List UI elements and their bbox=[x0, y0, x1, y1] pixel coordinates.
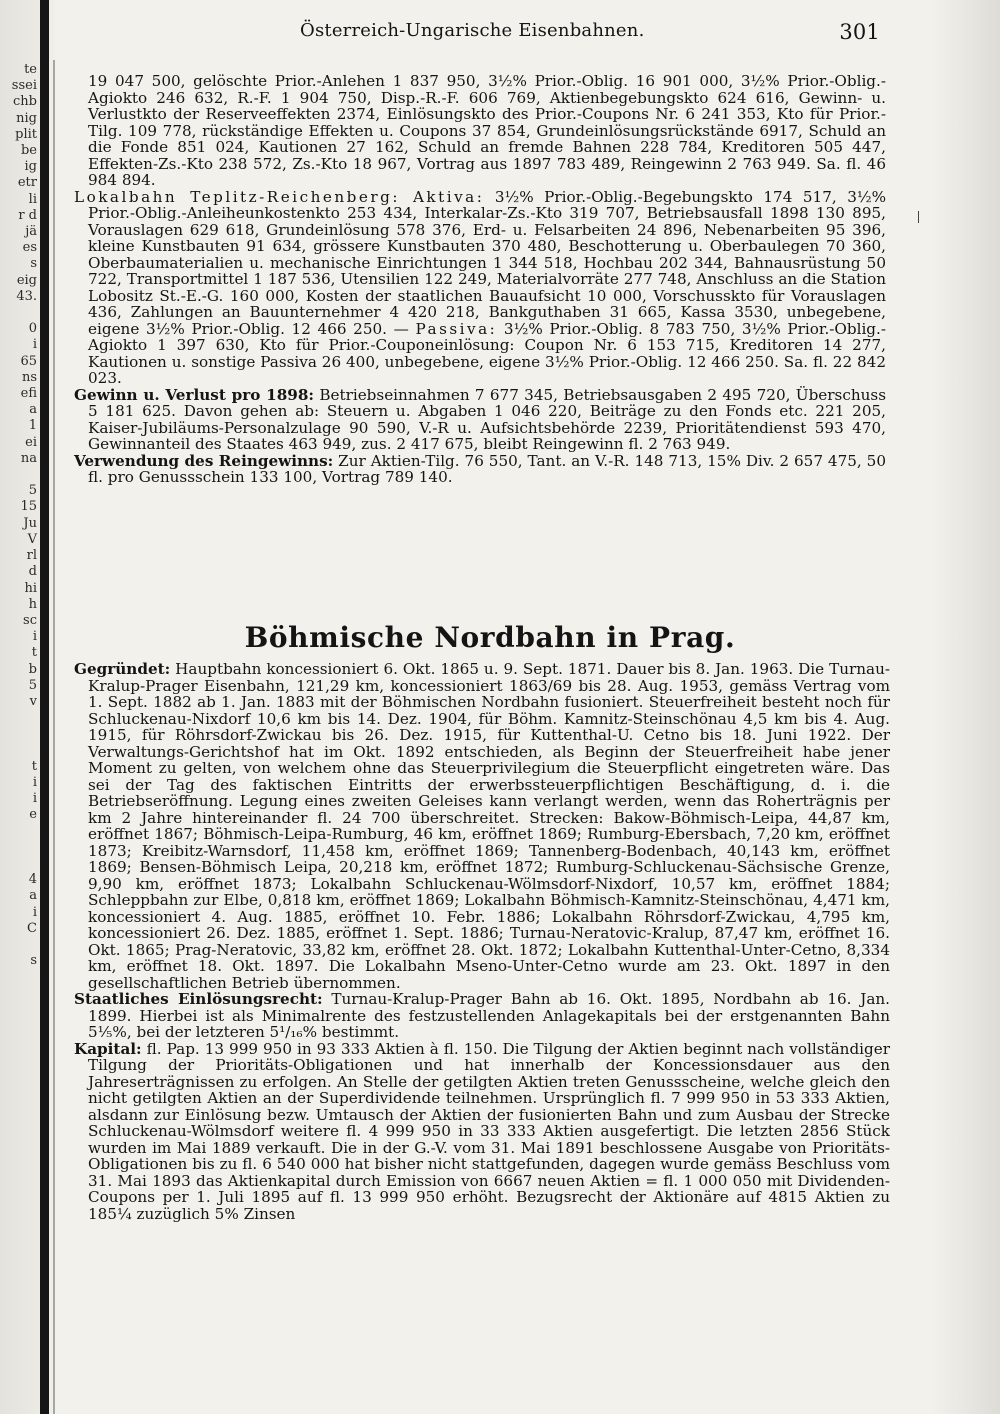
paragraph-lead: Staatliches Einlösungsrecht: bbox=[74, 990, 323, 1008]
binding-edge bbox=[53, 60, 55, 1414]
margin-fragment: C bbox=[27, 920, 37, 936]
margin-fragment: 4 bbox=[28, 872, 37, 888]
margin-fragment bbox=[0, 710, 40, 726]
balance-continued: 19 047 500, gelöschte Prior.-Anlehen 1 837 950, 3½% Prior.-Oblig. 16 901 000, 3½% Prior.-Oblig.-Agiokto 246 632, R.-F. 1 904 750, Disp.-R.-F. 606 769, Aktienbegebungskto 624 616, Gewinn- u. Verlustkto der Reserveeffekten 2374, Einlösungskto des Prior.-Coupons Nr. 6 241 353, Kto für Prior.-Tilg. 109 778, rückständige Effekten u. Coupons 37 854, Grundeinlösungsrückstände 6917, Schuld an die Fonde 851 024, Kautionen 27 162, Schuld an fremde Bahnen 228 784, Kreditoren 505 447, Effekten-Zs.-Kto 238 572, Zs.-Kto 18 967, Vortrag aus 1897 783 489, Reingewinn 2 763 949. Sa. fl. 46 984 894. bbox=[88, 72, 886, 189]
margin-fragment: a bbox=[29, 402, 37, 418]
margin-fragment: e bbox=[29, 807, 37, 823]
margin-fragment: ig bbox=[24, 159, 37, 175]
margin-fragment: 5 bbox=[28, 483, 37, 499]
paragraph-gegruendet bbox=[74, 660, 890, 992]
section-previous-company bbox=[74, 72, 887, 486]
margin-fragment: chb bbox=[13, 94, 37, 110]
margin-fragment: i bbox=[32, 337, 37, 353]
margin-fragment: jä bbox=[25, 224, 37, 240]
margin-fragment: ssei bbox=[11, 78, 37, 94]
margin-fragment: 5 bbox=[28, 677, 37, 693]
margin-fragment: eig bbox=[16, 272, 37, 288]
margin-fragment: hi bbox=[24, 580, 37, 596]
margin-fragment: es bbox=[22, 240, 37, 256]
paragraph-lead: Kapital: bbox=[74, 1039, 142, 1058]
paragraph-lead: Lokalbahn Teplitz-Reichenberg: Aktiva: bbox=[74, 187, 485, 206]
paragraph-lead: Verwendung des Reingewinns: bbox=[74, 451, 334, 470]
margin-fragment: li bbox=[28, 191, 37, 207]
margin-fragment: ei bbox=[25, 434, 37, 450]
passiva-label: Passiva: bbox=[415, 319, 498, 338]
page-number: 301 bbox=[839, 20, 880, 44]
margin-fragment: i bbox=[32, 629, 37, 645]
section-boehmische-nordbahn bbox=[74, 660, 890, 1223]
margin-fragment: V bbox=[27, 531, 37, 547]
paragraph-lead: Gewinn u. Verlust pro 1898: bbox=[74, 385, 315, 404]
margin-fragment: nig bbox=[16, 110, 37, 126]
margin-fragment bbox=[0, 824, 40, 840]
paragraph-text: Hauptbahn koncessioniert 6. Okt. 1865 u. 9. Sept. 1871. Dauer bis 8. Jan. 1963. Die Turnau-Kralup-Prager Eisenbahn, 121,29 km, koncessioniert 1863/69 bis 28. Aug. 1953, gemäss Vertrag vom 1. Sept. 1882 ab 1. Jan. 1883 mit der Böhmischen Nordbahn fusioniert. Steuerfreiheit besteht noch für Schluckenau-Nixdorf 10,6 km bis 14. Dez. 1904, für Böhm. Kamnitz-Steinschönau 4,5 km bis 4. Aug. 1915, für Röhrsdorf-Zwickau bis 26. Dez. 1915, für Kuttenthal-U. Cetno bis 18. Juni 1922. Der Verwaltungs-Gerichtshof hat im Okt. 1892 entschieden, als Beginn der Steuerfreiheit habe jener Moment zu gelten, von welchem ohne das Steuerprivilegium die Steuerpflicht eingetreten wäre. Das sei der Tag des faktischen Eintritts der erwerbssteuerpflichtigen Beschäftigung, d. i. die Betriebseröffnung. Legung eines zweiten Geleises kann verlangt werden, wenn das Roherträgnis per km 2 Jahre hintereinander fl. 24 700 überschreitet. Strecken: Bakow-Böhmisch-Leipa, 44,87 km, eröffnet 1867; Böhmisch-Leipa-Rumburg, 46 km, eröffnet 1869; Rumburg-Ebersbach, 7,20 km, eröffnet 1873; Kreibitz-Warnsdorf, 11,458 km, eröffnet 1869; Tannenberg-Bodenbach, 40,143 km, eröffnet 1869; Bensen-Böhmisch Leipa, 20,218 km, eröffnet 1872; Rumburg-Schluckenau-Sächsische Grenze, 9,90 km, eröffnet 1873; Lokalbahn Schluckenau-Wölmsdorf-Nixdorf, 10,57 km, eröffnet 1884; Schleppbahn zur Elbe, 0,818 km, eröffnet 1869; Lokalbahn Böhmisch-Kamnitz-Steinschönau, 4,471 km, koncessioniert 4. Aug. 1885, eröffnet 10. Febr. 1886; Lokalbahn Röhrsdorf-Zwickau, 4,795 km, koncessioniert 26. Dez. 1885, eröffnet 1. Sept. 1886; Turnau-Neratovic-Kralup, 87,47 km, eröffnet 16. Okt. 1865; Prag-Neratovic, 33,82 km, eröffnet 28. Okt. 1872; Lokalbahn Kuttenthal-Unter-Cetno, 8,334 km, eröffnet 18. Okt. 1897. Die Lokalbahn Mseno-Unter-Cetno wurde am 23. Okt. 1897 in den gesellschaftlichen Betrieb übernommen. bbox=[88, 660, 890, 992]
margin-fragment: d bbox=[28, 564, 37, 580]
margin-fragment: efi bbox=[20, 386, 37, 402]
margin-fragment: t bbox=[31, 758, 37, 774]
margin-fragment bbox=[0, 856, 40, 872]
margin-fragment: 15 bbox=[20, 499, 37, 515]
margin-fragment: i bbox=[32, 791, 37, 807]
margin-fragment bbox=[0, 743, 40, 759]
margin-fragment: ns bbox=[21, 369, 37, 385]
margin-fragment: t bbox=[31, 645, 37, 661]
margin-fragment: b bbox=[28, 661, 37, 677]
margin-fragment bbox=[0, 305, 40, 321]
paragraph-text: 3½% Prior.-Oblig. 8 783 750, 3½% Prior.-Oblig.-Agiokto 1 397 630, Kto für Prior.-Couponeinlösung: Coupon Nr. 6 153 715, Kreditoren 14 277, Kautionen u. sonstige Passiva 26 400, unbegebene, eigene 3½% Prior.-Oblig. 12 466 250. Sa. fl. 22 842 023. bbox=[88, 319, 886, 387]
margin-fragment: 0 bbox=[28, 321, 37, 337]
margin-fragment: s bbox=[30, 256, 37, 272]
running-title: Österreich-Ungarische Eisenbahnen. bbox=[300, 20, 645, 41]
margin-fragment: r d bbox=[18, 207, 37, 223]
margin-fragment: rl bbox=[26, 548, 37, 564]
paragraph-kapital bbox=[74, 1039, 890, 1223]
margin-fragment bbox=[0, 937, 40, 953]
margin-fragment bbox=[0, 467, 40, 483]
page-edge-shadow bbox=[930, 0, 1000, 1414]
margin-fragment: s bbox=[30, 953, 37, 969]
margin-fragment: 65 bbox=[20, 353, 37, 369]
paragraph-text: Zur Aktien-Tilg. 76 550, Tant. an V.-R. 148 713, 15% Div. 2 657 475, 50 fl. pro Genussschein 133 100, Vortrag 789 140. bbox=[88, 451, 886, 486]
paragraph-text: Betriebseinnahmen 7 677 345, Betriebsausgaben 2 495 720, Überschuss 5 181 625. Davon gehen ab: Steuern u. Abgaben 1 046 220, Beiträge zu den Fonds etc. 221 205, Kaiser-Jubiläums-Personalzulage 90 590, V.-R u. Aufsichtsbehörde 2239, Prioritätendienst 593 470, Gewinnanteil des Staates 463 949, zus. 2 417 675, bleibt Reingewinn fl. 2 763 949. bbox=[88, 385, 886, 453]
margin-fragment: i bbox=[32, 904, 37, 920]
margin-fragment: i bbox=[32, 774, 37, 790]
margin-fragment: na bbox=[20, 450, 37, 466]
margin-fragment: etr bbox=[17, 175, 37, 191]
margin-fragment: h bbox=[28, 596, 37, 612]
facing-page-fragments bbox=[0, 62, 40, 969]
margin-fragment: 43. bbox=[16, 288, 37, 304]
paragraph-text: Turnau-Kralup-Prager Bahn ab 16. Okt. 1895, Nordbahn ab 16. Jan. 1899. Hierbei ist als Minimalrente des festzustellenden Anlagekapitals bei der erstgenannten Bahn 5⅕%, bei der letzteren 5¹/₁₆% bestimmt. bbox=[88, 990, 890, 1041]
paragraph-lead: Gegründet: bbox=[74, 660, 171, 678]
margin-fragment: sc bbox=[23, 612, 37, 628]
margin-fragment: be bbox=[20, 143, 37, 159]
margin-fragment: a bbox=[29, 888, 37, 904]
binding-fold bbox=[40, 0, 49, 1414]
running-header bbox=[300, 20, 880, 44]
margin-fragment: te bbox=[24, 62, 37, 77]
margin-fragment: Ju bbox=[23, 515, 37, 531]
margin-fragment bbox=[0, 840, 40, 856]
paragraph-text: fl. Pap. 13 999 950 in 93 333 Aktien à fl. 150. Die Tilgung der Aktien beginnt nach vollständiger Tilgung der Prioritäts-Obligationen und hat innerhalb der Koncessionsdauer aus den Jahreserträgnissen zu erfolgen. An Stelle der getilgten Aktien treten Genussscheine, welche gleich den nicht getilgten Aktien an der Superdividende teilnehmen. Ursprünglich fl. 7 999 950 in 53 333 Aktien, alsdann zur Einlösung bezw. Umtausch der Aktien der fusionierten Bahn und zum Ausbau der Strecke Schluckenau-Wölmsdorf weitere fl. 4 999 950 in 33 333 Aktien ausgefertigt. Die letzten 2856 Stück wurden im Mai 1889 verkauft. Die in der G.-V. vom 31. Mai 1891 beschlossene Ausgabe von Prioritäts-Obligationen bis zu fl. 6 540 000 hat bisher nicht stattgefunden, dagegen wurde gemäss Beschluss vom 31. Mai 1893 das Aktienkapital durch Emission von 6667 neuen Aktien = fl. 1 000 050 mit Dividenden-Coupons per 1. Juli 1895 auf fl. 13 999 950 erhöht. Bezugsrecht der Aktionäre auf 4815 Aktien zu 185¼ zuzüglich 5% Zinsen bbox=[88, 1039, 890, 1223]
paragraph-lokalbahn bbox=[74, 187, 887, 387]
paragraph-text: 3½% Prior.-Oblig.-Begebungskto 174 517, 3½% Prior.-Oblig.-Anleiheunkostenkto 253 434, Interkalar-Zs.-Kto 319 707, Betriebsausfall 1898 130 895, Vorauslagen 629 618, Grundeinlösung 578 376, Erd- u. Felsarbeiten 24 896, Nebenarbeiten 95 396, kleine Kunstbauten 91 634, grössere Kunstbauten 370 480, Beschotterung u. Oberbaulegen 70 360, Oberbaumaterialien u. mechanische Einrichtungen 1 344 518, Hochbau 202 344, Bahnausrüstung 50 722, Transportmittel 1 187 536, Utensilien 122 249, Materialvorräte 277 748, Anschluss an die Station Lobositz St.-E.-G. 160 000, Kosten der staatlichen Bauaufsicht 10 000, Vorschusskto für Vorauslagen 436, Zahlungen an Bauunternehmer 4 420 218, Bankguthaben 31 665, Kassa 3530, unbegebene, eigene 3½% Prior.-Oblig. 12 466 250. — bbox=[88, 187, 887, 338]
paragraph-einloesung bbox=[74, 990, 890, 1041]
margin-fragment: 1 bbox=[28, 418, 37, 434]
margin-mark bbox=[918, 211, 919, 223]
margin-fragment: plit bbox=[15, 126, 37, 142]
margin-fragment bbox=[0, 726, 40, 742]
section-title: Böhmische Nordbahn in Prag. bbox=[244, 621, 736, 654]
paragraph-gewinn bbox=[74, 385, 886, 453]
paragraph-verwendung bbox=[74, 451, 886, 486]
margin-fragment: v bbox=[29, 693, 37, 709]
